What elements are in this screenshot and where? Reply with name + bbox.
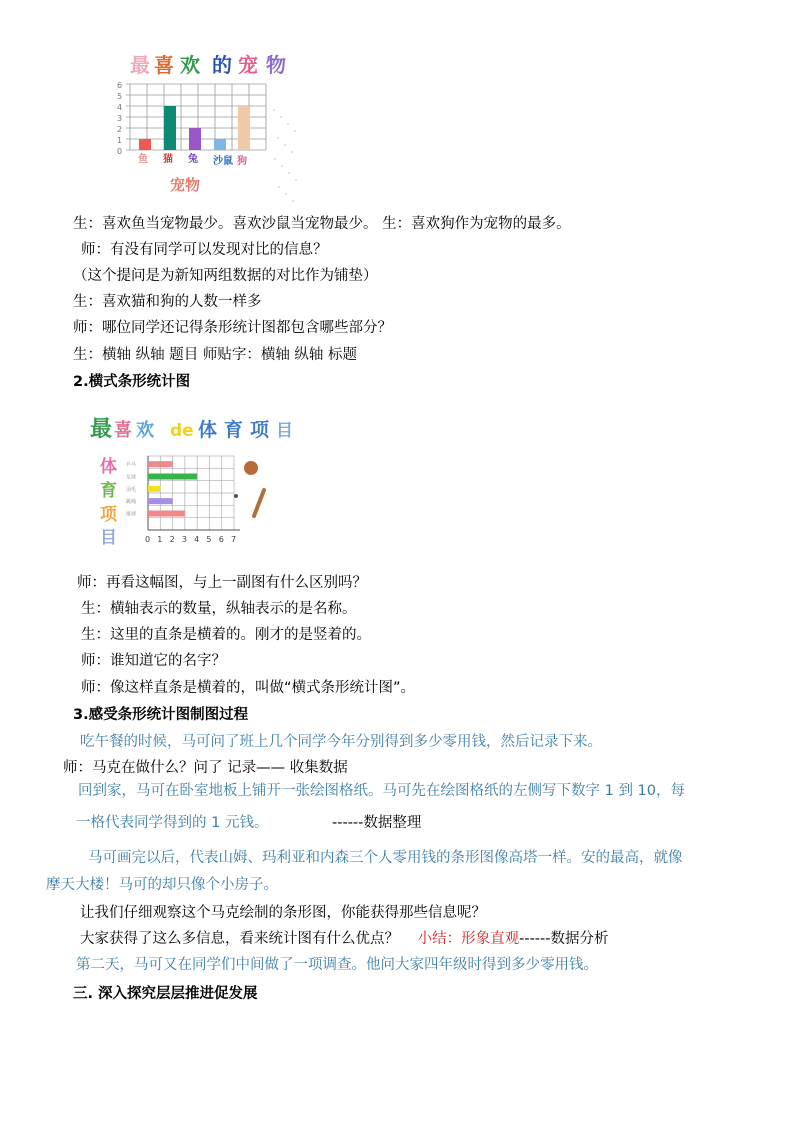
chart1-xlabel: 宠物 [170, 176, 201, 194]
chart2-xtick-label: 4 [194, 535, 200, 544]
teacher-question-line-3: 师：再看这幅图，与上一副图有什么区别吗？ [77, 575, 367, 591]
chart2-bar [148, 486, 160, 492]
chart1-ytick-label: 5 [117, 92, 123, 101]
chart2-row-label: 乒乓 [126, 462, 137, 469]
story-line-5: 摩天大楼！马可的却只像个小房子。 [46, 877, 278, 893]
section-heading-three: 三. 深入探究层层推进促发展 [73, 986, 258, 1002]
chart1-bar [164, 106, 176, 150]
chart1-decoration-dot [277, 137, 279, 139]
story-line-2: 回到家，马可在卧室地板上铺开一张绘图格纸。马可先在绘图格纸的左侧写下数字 1 到 10，每 [78, 783, 685, 799]
chart1-decoration-dot [292, 200, 294, 202]
summary-question: 大家获得了这么多信息，看来统计图有什么优点？ [80, 931, 399, 947]
chart1-ytick-label: 2 [117, 125, 123, 134]
student-answer-line-4: 生：横轴表示的数量，纵轴表示的是名称。 [81, 601, 357, 617]
chart2-xtick-label: 3 [181, 535, 187, 544]
chart1-bar [214, 139, 226, 150]
chart1-category-label: 鱼 [138, 154, 148, 165]
chart1-title-char: 物 [266, 53, 286, 77]
chart1-decoration-dot [288, 172, 290, 174]
sports-chart-figure [86, 408, 292, 550]
chart2-xtick-label: 0 [145, 535, 151, 544]
chart1-category-label: 猫 [163, 154, 173, 165]
basketball-icon [244, 461, 258, 475]
chart2-ylabel-char: 目 [100, 528, 117, 548]
data-analysis-note: ------数据分析 [519, 931, 609, 947]
chart1-ytick-label: 4 [117, 103, 123, 112]
ball-dot-icon [234, 494, 238, 498]
chart1-decoration-dot [291, 151, 293, 153]
chart1-category-label: 兔 [188, 154, 198, 165]
teacher-question-line-2: 师：哪位同学还记得条形统计图都包含哪些部分？ [73, 320, 392, 336]
chart2-bar [148, 498, 173, 504]
chart1-title-char: 欢 [180, 53, 200, 77]
data-organize-note: ------数据整理 [332, 815, 422, 831]
bat-icon [254, 490, 264, 516]
chart2-xtick-label: 5 [206, 535, 212, 544]
sports-bar-chart [86, 408, 292, 550]
chart2-title-char: 项 [250, 419, 270, 441]
pet-chart-figure [108, 46, 302, 202]
chart1-decoration-dot [281, 165, 283, 167]
summary-line [80, 929, 609, 949]
chart1-ytick-label: 1 [117, 136, 123, 145]
pet-bar-chart [108, 46, 302, 202]
teacher-question-line-5: 师：马克在做什么？问了 记录—— 收集数据 [63, 760, 348, 776]
chart1-ytick-label: 3 [117, 114, 123, 123]
chart1-decoration-dot [273, 109, 275, 111]
chart1-decoration-dot [295, 179, 297, 181]
chart2-row-label: 羽毛 [126, 486, 137, 493]
chart2-xtick-label: 6 [218, 535, 224, 544]
chart1-title-char: 最 [130, 53, 150, 77]
chart2-row-label: 足球 [126, 474, 137, 481]
section-heading-3: 3.感受条形统计图制图过程 [73, 707, 249, 723]
chart1-decoration-dot [285, 193, 287, 195]
chart1-title-char: 的 [212, 53, 232, 77]
chart1-category-label: 沙鼠 [213, 156, 233, 167]
chart1-decoration-dot [287, 123, 289, 125]
chart2-bar [148, 461, 173, 467]
chart2-bar [148, 474, 197, 480]
chart2-title-char: de [170, 421, 194, 441]
student-answer-line-1: 生：喜欢鱼当宠物最少。喜欢沙鼠当宠物最少。 生：喜欢狗作为宠物的最多。 [73, 216, 571, 232]
story-line-4: 马可画完以后，代表山姆、玛利亚和内森三个人零用钱的条形图像高塔一样。安的最高，就像 [88, 850, 683, 866]
chart1-bar [189, 128, 201, 150]
chart1-decoration-dot [278, 186, 280, 188]
student-answer-line-3: 生：横轴 纵轴 题目 师贴字：横轴 纵轴 标题 [73, 347, 358, 363]
chart1-decoration-dot [274, 158, 276, 160]
student-answer-line-5: 生：这里的直条是横着的。刚才的是竖着的。 [81, 627, 371, 643]
chart2-row-label: 排球 [126, 511, 137, 518]
chart1-category-label: 狗 [237, 156, 247, 167]
story-line-1: 吃午餐的时候，马可问了班上几个同学今年分别得到多少零用钱，然后记录下来。 [80, 734, 602, 750]
summary-conclusion: 小结：形象直观 [417, 931, 520, 947]
chart2-title-char: 育 [224, 419, 244, 441]
story-line-3: 一格代表同学得到的 1 元钱。 [76, 815, 269, 831]
student-answer-line-2: 生：喜欢猫和狗的人数一样多 [73, 294, 262, 310]
teacher-question-line-1: 师：有没有同学可以发现对比的信息？ [81, 242, 328, 258]
chart2-row-label: 跳绳 [126, 499, 137, 506]
teacher-statement-line: 师：像这样直条是横着的，叫做“横式条形统计图”。 [81, 680, 416, 696]
story-line-6: 第二天，马可又在同学们中间做了一项调查。他问大家四年级时得到多少零用钱。 [76, 957, 598, 973]
teacher-prompt-line: 让我们仔细观察这个马克绘制的条形图，你能获得那些信息呢？ [80, 905, 486, 921]
chart2-title-char: 体 [198, 419, 218, 441]
chart1-decoration-dot [284, 144, 286, 146]
chart2-ylabel-char: 项 [100, 505, 117, 525]
chart2-title-char: 目 [276, 421, 292, 441]
teacher-note-line: （这个提问是为新知两组数据的对比作为铺垫） [73, 268, 378, 284]
chart1-title-char: 宠 [238, 53, 258, 77]
chart2-ylabel-char: 体 [100, 457, 117, 477]
chart2-xtick-label: 7 [231, 535, 237, 544]
section-heading-2: 2.横式条形统计图 [73, 374, 191, 390]
chart1-decoration-dot [294, 130, 296, 132]
chart1-ytick-label: 0 [117, 147, 123, 156]
chart2-ylabel-char: 育 [100, 481, 117, 501]
chart2-title-char: 最 [90, 417, 113, 442]
chart2-title-char: 喜 [114, 420, 132, 441]
chart2-xtick-label: 2 [169, 535, 175, 544]
teacher-question-line-4: 师：谁知道它的名字？ [81, 653, 226, 669]
chart2-xtick-label: 1 [157, 535, 163, 544]
chart1-ytick-label: 6 [117, 81, 123, 90]
chart1-title-char: 喜 [154, 53, 174, 77]
chart1-decoration-dot [280, 116, 282, 118]
chart2-bar [148, 511, 185, 517]
chart1-bar [139, 139, 151, 150]
chart1-bar [238, 106, 250, 150]
chart2-title-char: 欢 [136, 420, 154, 441]
